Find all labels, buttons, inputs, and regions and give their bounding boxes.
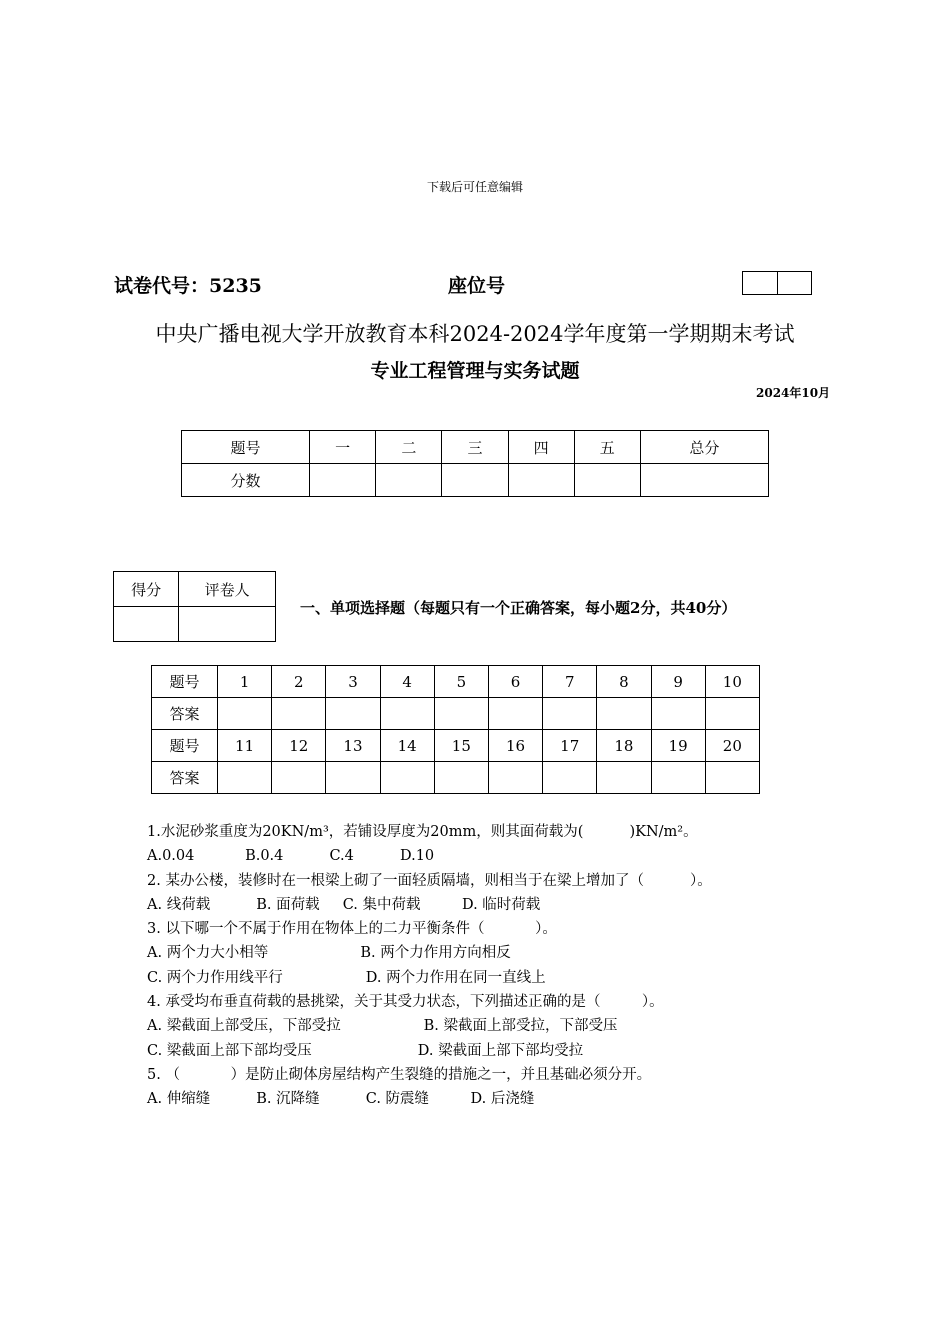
question-number: 17 xyxy=(543,730,597,762)
question-number: 18 xyxy=(597,730,651,762)
option-line: A. 伸缩缝 B. 沉降缝 C. 防震缝 D. 后浇缝 xyxy=(147,1091,535,1108)
row-label: 答案 xyxy=(152,762,218,794)
answer-cell xyxy=(380,698,434,730)
seat-box-cell-1 xyxy=(743,272,777,294)
grader-table-row xyxy=(114,607,276,642)
question-number: 20 xyxy=(705,730,759,762)
score-row-label: 分数 xyxy=(182,464,310,497)
row-label: 题号 xyxy=(152,666,218,698)
question-number: 11 xyxy=(218,730,272,762)
score-cell xyxy=(640,464,768,497)
answer-cell xyxy=(543,762,597,794)
seat-label: 座位号 xyxy=(448,275,506,297)
score-header-cell: 总分 xyxy=(640,431,768,464)
question-number: 19 xyxy=(651,730,705,762)
answer-cell xyxy=(543,698,597,730)
subject-title: 专业工程管理与实务试题 xyxy=(370,360,580,382)
grader-label: 评卷人 xyxy=(179,572,276,607)
question-number: 10 xyxy=(705,666,759,698)
question-line: 5. （ ）是防止砌体房屋结构产生裂缝的措施之一，并且基础必须分开。 xyxy=(147,1066,652,1083)
answer-cell xyxy=(488,762,542,794)
exam-code-label: 试卷代号：5235 xyxy=(114,275,262,297)
answer-cell xyxy=(651,698,705,730)
answer-cell xyxy=(272,762,326,794)
score-header-cell: 三 xyxy=(442,431,508,464)
score-header-cell: 题号 xyxy=(182,431,310,464)
answer-cell xyxy=(326,698,380,730)
question-line: 3. 以下哪一个不属于作用在物体上的二力平衡条件（ ）。 xyxy=(147,921,557,938)
option-line: A. 两个力大小相等 B. 两个力作用方向相反 xyxy=(147,945,511,962)
answer-cell xyxy=(597,762,651,794)
answer-number-row xyxy=(152,730,760,762)
score-cell xyxy=(442,464,508,497)
answer-cell xyxy=(651,762,705,794)
score-cell xyxy=(310,464,376,497)
answer-cell xyxy=(597,698,651,730)
exam-title: 中央广播电视大学开放教育本科2024-2024学年度第一学期期末考试 xyxy=(155,322,795,346)
answer-cell xyxy=(705,698,759,730)
option-line: C. 梁截面上部下部均受压 D. 梁截面上部下部均受拉 xyxy=(147,1042,584,1059)
answer-row xyxy=(152,698,760,730)
option-line: C. 两个力作用线平行 D. 两个力作用在同一直线上 xyxy=(147,969,546,986)
row-label: 题号 xyxy=(152,730,218,762)
answer-row xyxy=(152,762,760,794)
question-number: 3 xyxy=(326,666,380,698)
seat-number-box xyxy=(742,271,812,295)
question-number: 8 xyxy=(597,666,651,698)
question-line: 4. 承受均布垂直荷载的悬挑梁，关于其受力状态，下列描述正确的是（ ）。 xyxy=(147,994,664,1011)
answer-cell xyxy=(705,762,759,794)
question-line: 2. 某办公楼，装修时在一根梁上砌了一面轻质隔墙，则相当于在梁上增加了（ ）。 xyxy=(147,872,712,889)
row-label: 答案 xyxy=(152,698,218,730)
question-number: 7 xyxy=(543,666,597,698)
score-cell xyxy=(376,464,442,497)
question-number: 12 xyxy=(272,730,326,762)
answer-cell xyxy=(272,698,326,730)
question-number: 9 xyxy=(651,666,705,698)
question-number: 6 xyxy=(488,666,542,698)
exam-date: 2024年10月 xyxy=(756,386,831,400)
score-table-header-row xyxy=(182,431,769,464)
option-line: A.0.04 B.0.4 C.4 D.10 xyxy=(147,848,435,865)
question-number: 2 xyxy=(272,666,326,698)
answer-cell xyxy=(326,762,380,794)
answer-cell xyxy=(380,762,434,794)
seat-box-cell-2 xyxy=(777,272,812,294)
score-header-cell: 一 xyxy=(310,431,376,464)
answer-cell xyxy=(434,762,488,794)
question-list xyxy=(147,820,712,1112)
question-line: 1.水泥砂浆重度为20KN/m³，若铺设厚度为20mm，则其面荷载为( )KN/m²。 xyxy=(147,824,698,840)
question-number: 5 xyxy=(434,666,488,698)
section-one-title: 一、单项选择题（每题只有一个正确答案，每小题2分，共40分） xyxy=(300,599,737,617)
answer-cell xyxy=(434,698,488,730)
question-number: 4 xyxy=(380,666,434,698)
answer-cell xyxy=(218,762,272,794)
answer-cell xyxy=(218,698,272,730)
score-header-cell: 四 xyxy=(508,431,574,464)
question-number: 1 xyxy=(218,666,272,698)
grader-cell xyxy=(179,607,276,642)
question-number: 15 xyxy=(434,730,488,762)
score-table-row xyxy=(182,464,769,497)
question-number: 14 xyxy=(380,730,434,762)
option-line: A. 线荷载 B. 面荷载 C. 集中荷载 D. 临时荷载 xyxy=(147,896,541,913)
answer-table xyxy=(151,665,760,794)
question-number: 13 xyxy=(326,730,380,762)
option-line: A. 梁截面上部受压，下部受拉 B. 梁截面上部受拉，下部受压 xyxy=(147,1018,618,1035)
header-note: 下载后可任意编辑 xyxy=(426,180,523,194)
answer-number-row xyxy=(152,666,760,698)
grader-table xyxy=(113,571,276,642)
score-cell xyxy=(508,464,574,497)
question-number: 16 xyxy=(488,730,542,762)
score-label: 得分 xyxy=(114,572,179,607)
score-cell xyxy=(114,607,179,642)
score-cell xyxy=(574,464,640,497)
grader-table-header-row xyxy=(114,572,276,607)
score-header-cell: 二 xyxy=(376,431,442,464)
answer-cell xyxy=(488,698,542,730)
score-table xyxy=(181,430,769,497)
score-header-cell: 五 xyxy=(574,431,640,464)
